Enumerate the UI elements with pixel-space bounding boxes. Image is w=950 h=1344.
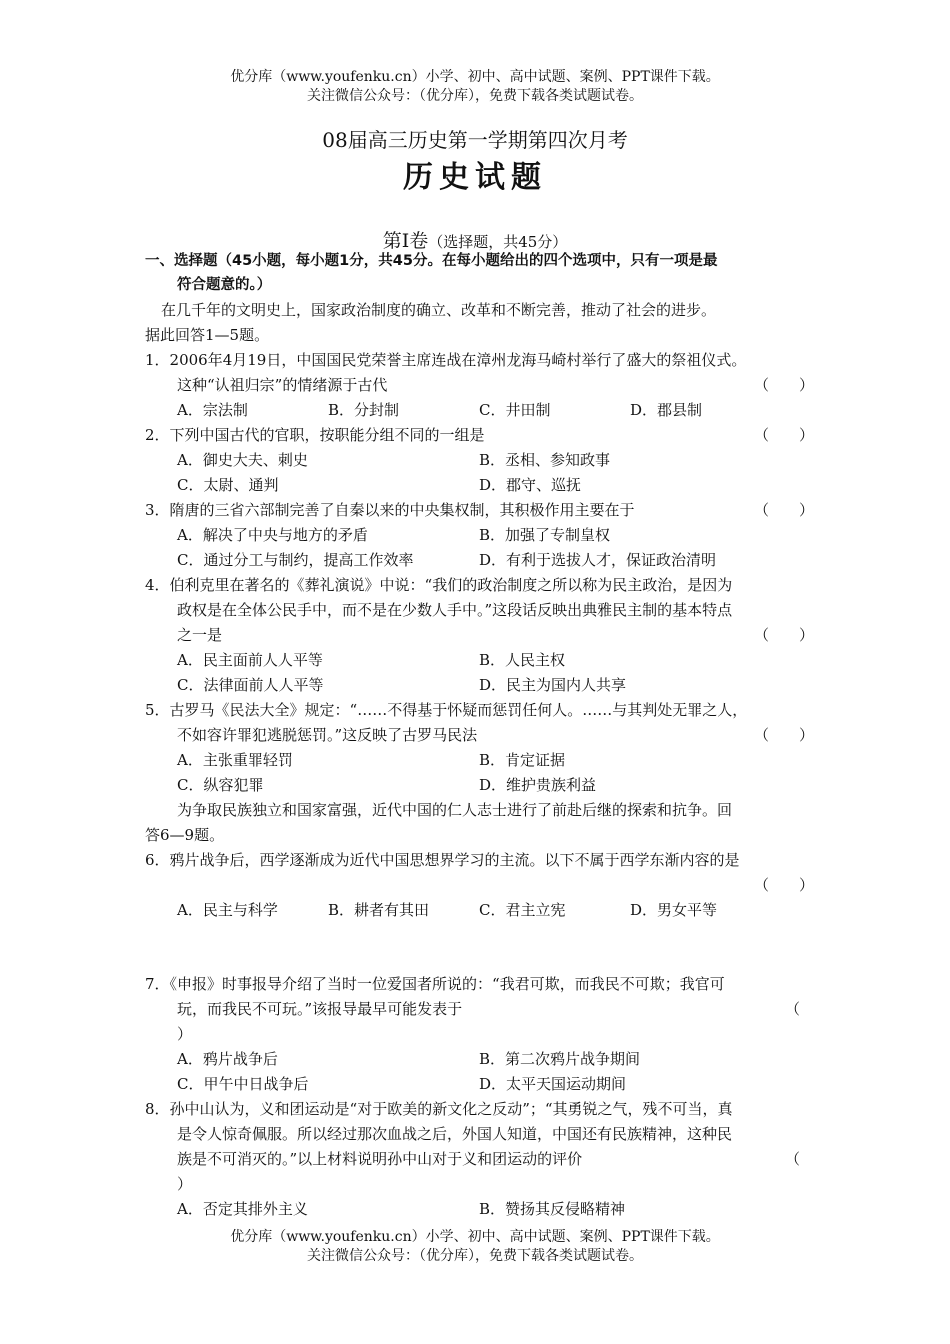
section-instruction-line-1: 一、选择题（45小题，每小题1分，共45分。在每小题给出的四个选项中，只有一项是最	[145, 253, 718, 269]
q6-answer-blank: （ ）	[754, 876, 815, 894]
q8-stem-line-2: 是令人惊奇佩服。所以经过那次血战之后，外国人知道，中国还有民族精神，这种民	[177, 1125, 733, 1143]
q2-option-b: B．丞相、参知政事	[479, 451, 611, 469]
volume-name: 第Ⅰ卷	[382, 230, 429, 252]
q8-answer-blank-open: （	[785, 1150, 801, 1168]
q1-stem-line-2: 这种“认祖归宗”的情绪源于古代	[177, 376, 388, 394]
header-ad-line-2: 关注微信公众号：（优分库），免费下载各类试题试卷。	[307, 88, 643, 104]
q8-stem-line-3: 族是不可消灭的。”以上材料说明孙中山对于义和团运动的评价	[177, 1150, 583, 1168]
q5-option-a: A．主张重罪轻罚	[177, 751, 293, 769]
q4-stem-line-3: 之一是	[177, 626, 223, 644]
q4-option-d: D．民主为国内人共享	[479, 676, 627, 694]
q6-option-d: D．男女平等	[630, 901, 718, 919]
volume-note: （选择题，共45分）	[428, 233, 568, 251]
intro-2-line-1: 为争取民族独立和国家富强，近代中国的仁人志士进行了前赴后继的探索和抗争。回	[177, 801, 733, 819]
q1-option-c: C．井田制	[479, 401, 551, 419]
q1-option-a: A．宗法制	[177, 401, 248, 419]
exam-subtitle: 历史试题	[403, 160, 547, 195]
q2-answer-blank: （ ）	[754, 426, 815, 444]
q3-option-a: A．解决了中央与地方的矛盾	[177, 526, 368, 544]
q5-option-b: B．肯定证据	[479, 751, 566, 769]
q7-option-b: B．第二次鸦片战争期间	[479, 1050, 641, 1068]
q1-answer-blank: （ ）	[754, 376, 815, 394]
q3-option-b: B．加强了专制皇权	[479, 526, 611, 544]
q2-option-d: D．郡守、巡抚	[479, 476, 582, 494]
q7-stem-line-1: 7．《申报》时事报导介绍了当时一位爱国者所说的：“我君可欺，而我民不可欺；我官可	[145, 975, 725, 993]
q3-option-d: D．有利于选拔人才，保证政治清明	[479, 551, 717, 569]
q8-option-b: B．赞扬其反侵略精神	[479, 1200, 626, 1218]
q2-stem-line-1: 2．下列中国古代的官职，按职能分组不同的一组是	[145, 426, 485, 444]
q7-answer-blank-close: ）	[177, 1025, 193, 1043]
q6-option-c: C．君主立宪	[479, 901, 566, 919]
q7-stem-line-2: 玩，而我民不可玩。”该报导最早可能发表于	[177, 1000, 463, 1018]
q8-answer-blank-close: ）	[177, 1175, 193, 1193]
q3-stem-line-1: 3．隋唐的三省六部制完善了自秦以来的中央集权制，其积极作用主要在于	[145, 501, 635, 519]
footer-ad-line-2: 关注微信公众号：（优分库），免费下载各类试题试卷。	[307, 1248, 643, 1264]
intro-1-line-1: 在几千年的文明史上，国家政治制度的确立、改革和不断完善，推动了社会的进步。	[161, 301, 717, 319]
q8-option-a: A．否定其排外主义	[177, 1200, 308, 1218]
q4-option-a: A．民主面前人人平等	[177, 651, 323, 669]
q3-option-c: C．通过分工与制约，提高工作效率	[177, 551, 414, 569]
q4-answer-blank: （ ）	[754, 626, 815, 644]
footer-ad-line-1: 优分库（www.youfenku.cn）小学、初中、高中试题、案例、PPT课件下载。	[230, 1229, 720, 1245]
q7-option-c: C．甲午中日战争后	[177, 1075, 309, 1093]
q2-option-a: A．御史大夫、刺史	[177, 451, 308, 469]
q4-stem-line-2: 政权是在全体公民手中，而不是在少数人手中。”这段话反映出典雅民主制的基本特点	[177, 601, 733, 619]
q6-option-b: B．耕者有其田	[328, 901, 430, 919]
q3-answer-blank: （ ）	[754, 501, 815, 519]
section-instruction-line-2: 符合题意的。）	[177, 277, 272, 293]
q4-option-b: B．人民主权	[479, 651, 566, 669]
q5-option-c: C．纵容犯罪	[177, 776, 264, 794]
q5-answer-blank: （ ）	[754, 726, 815, 744]
q7-answer-blank-open: （	[785, 1000, 801, 1018]
q4-option-c: C．法律面前人人平等	[177, 676, 324, 694]
exam-title: 08届高三历史第一学期第四次月考	[322, 128, 628, 152]
q6-option-a: A．民主与科学	[177, 901, 278, 919]
intro-1-line-2: 据此回答1—5题。	[145, 326, 270, 344]
q7-option-d: D．太平天国运动期间	[479, 1075, 627, 1093]
q2-option-c: C．太尉、通判	[177, 476, 279, 494]
q5-option-d: D．维护贵族利益	[479, 776, 597, 794]
volume-heading	[0, 226, 950, 253]
header-ad-line-1: 优分库（www.youfenku.cn）小学、初中、高中试题、案例、PPT课件下载。	[230, 69, 720, 85]
q5-stem-line-1: 5．古罗马《民法大全》规定：“……不得基于怀疑而惩罚任何人。……与其判处无罪之人，	[145, 701, 748, 719]
q5-stem-line-2: 不如容许罪犯逃脱惩罚。”这反映了古罗马民法	[177, 726, 478, 744]
q1-stem-line-1: 1．2006年4月19日，中国国民党荣誉主席连战在漳州龙海马崎村举行了盛大的祭祖仪式。	[145, 351, 747, 369]
q6-stem-line-1: 6．鸦片战争后，西学逐渐成为近代中国思想界学习的主流。以下不属于西学东渐内容的是	[145, 851, 740, 869]
q1-option-d: D．郡县制	[630, 401, 703, 419]
q1-option-b: B．分封制	[328, 401, 400, 419]
intro-2-line-2: 答6—9题。	[145, 826, 225, 844]
q7-option-a: A．鸦片战争后	[177, 1050, 278, 1068]
q4-stem-line-1: 4．伯利克里在著名的《葬礼演说》中说：“我们的政治制度之所以称为民主政治，是因为	[145, 576, 733, 594]
q8-stem-line-1: 8．孙中山认为，义和团运动是“对于欧美的新文化之反动”；“其勇锐之气，残不可当，真	[145, 1100, 733, 1118]
